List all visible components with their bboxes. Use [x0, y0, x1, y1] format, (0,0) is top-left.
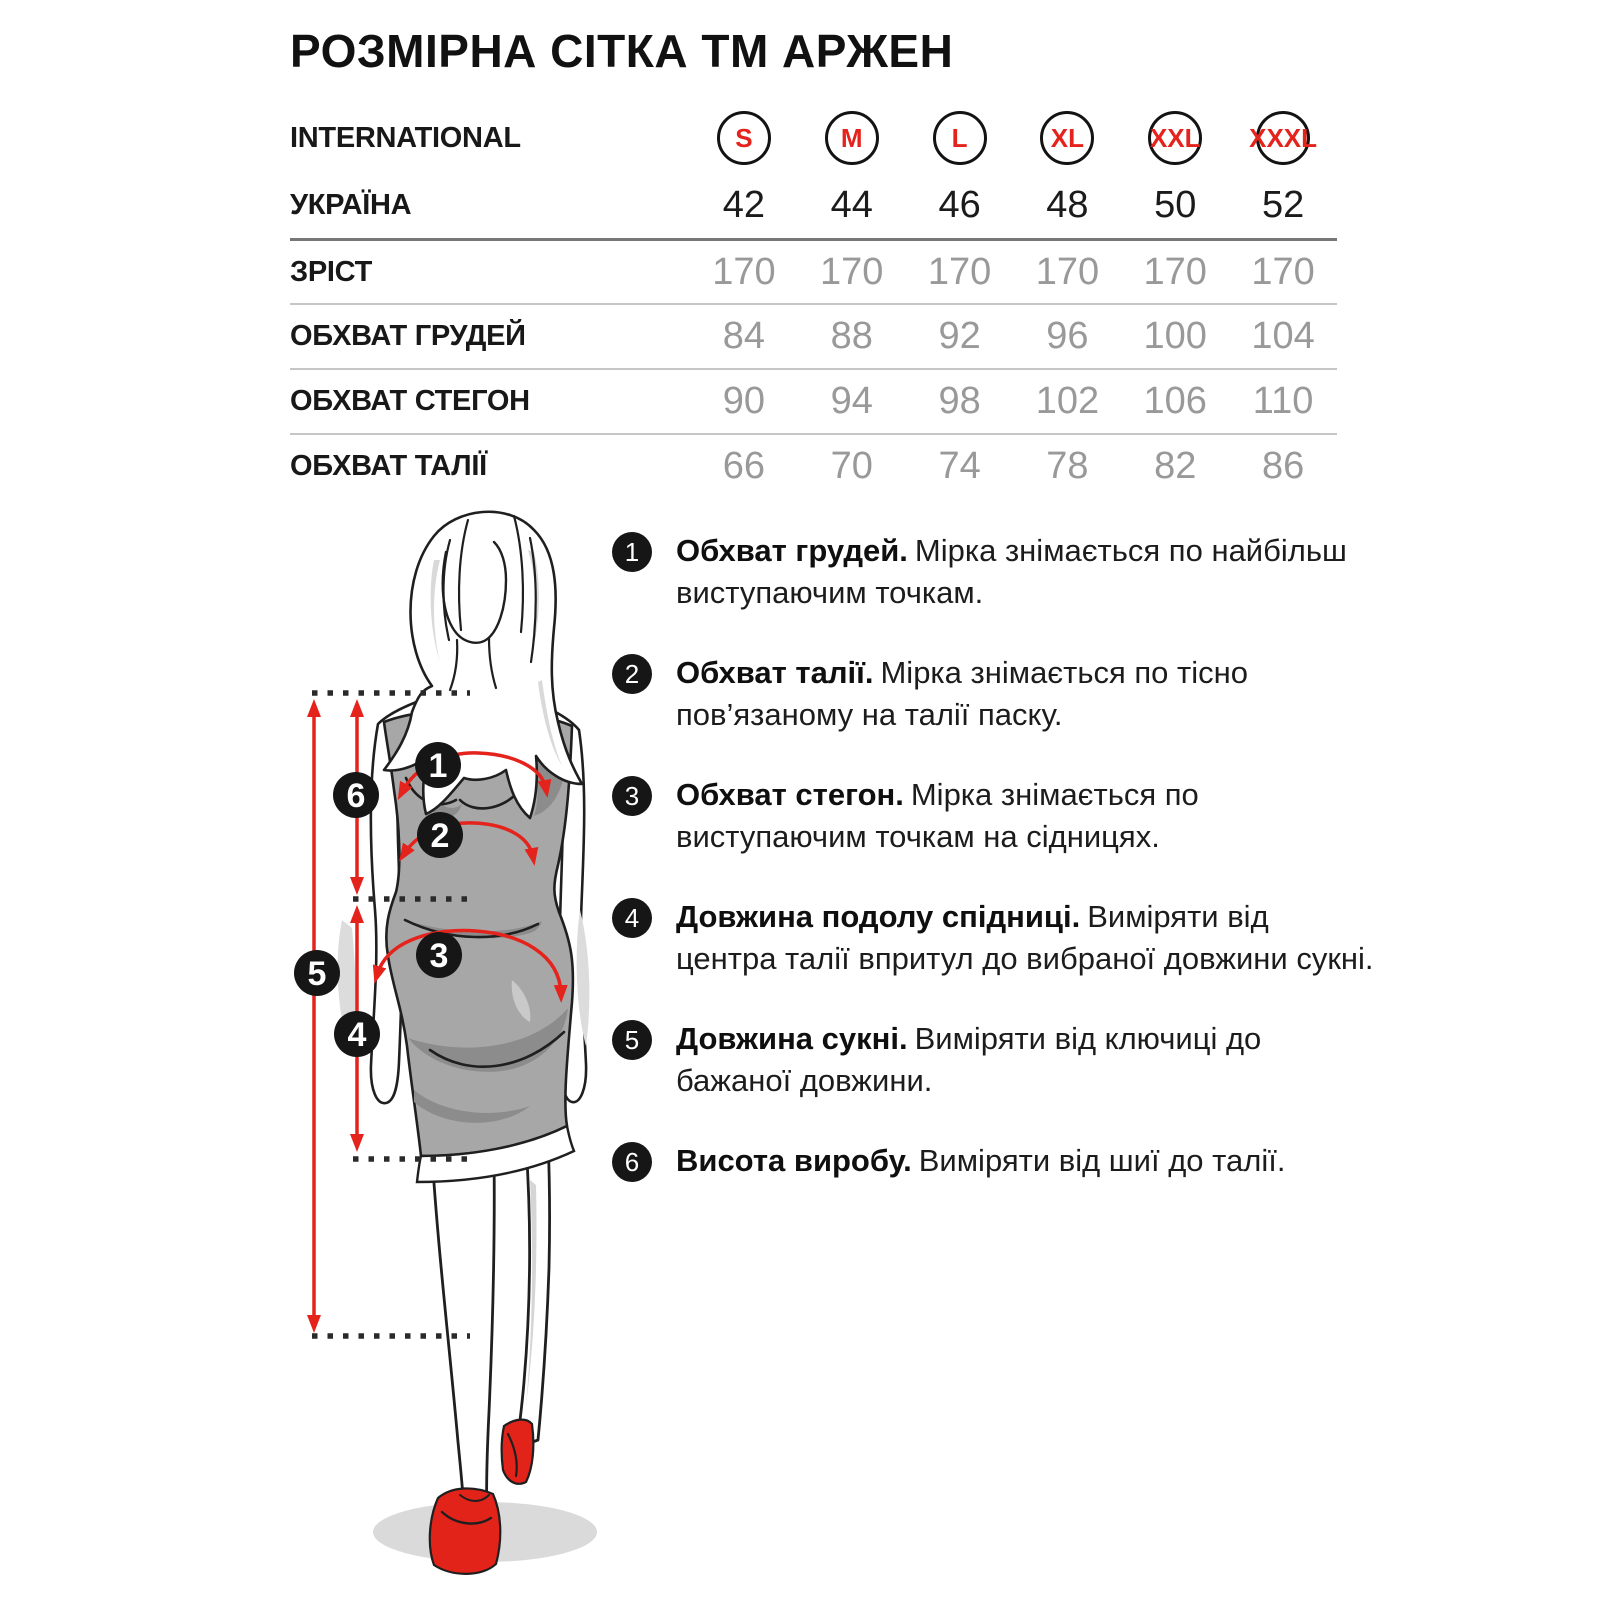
size-circle-m: M	[825, 111, 879, 165]
figure-marker-6: 6	[346, 777, 366, 815]
value-cell: 78	[1046, 445, 1089, 487]
row-label-hips: ОБХВАТ СТЕГОН	[290, 385, 530, 417]
value-cell: 104	[1251, 315, 1315, 357]
page-title: РОЗМІРНА СІТКА ТМ АРЖЕН	[290, 25, 954, 77]
value-cell: 86	[1261, 445, 1305, 487]
value-cell: 70	[830, 445, 873, 487]
legend-text	[676, 530, 1376, 614]
legend-number-badge	[612, 654, 652, 694]
table-row-bust	[290, 303, 1337, 368]
ukraine-size-cell: 48	[1046, 183, 1089, 226]
table-row-hips	[290, 368, 1337, 433]
legend-number: 4	[624, 902, 640, 933]
table-row-height	[290, 238, 1337, 303]
size-badge-cell	[1121, 111, 1229, 165]
legend-term: Висота виробу.	[676, 1143, 912, 1178]
ukraine-size-cell: 42	[722, 183, 766, 226]
legend-number-badge	[612, 532, 652, 572]
size-table	[290, 104, 1337, 498]
row-label-bust: ОБХВАТ ГРУДЕЙ	[290, 320, 526, 352]
value-cell: 90	[722, 380, 766, 422]
size-badge-cell	[690, 111, 798, 165]
value-cell: 170	[712, 250, 776, 293]
value-cell: 92	[938, 315, 981, 357]
legend-description: Виміряти від ключиці до бажаної довжини.	[676, 1021, 1262, 1098]
size-circle-l: L	[933, 111, 987, 165]
value-cell: 170	[1143, 250, 1207, 293]
legend-item-dress-length	[612, 1018, 1402, 1102]
size-circle-s: S	[717, 111, 771, 165]
size-circle-xl: XL	[1040, 111, 1094, 165]
value-cell: 170	[820, 250, 884, 293]
legend-number-badge	[612, 1020, 652, 1060]
size-badge-cell	[1014, 111, 1122, 165]
figure-marker-4: 4	[347, 1016, 367, 1054]
value-cell: 170	[1035, 250, 1100, 293]
legend-number: 6	[624, 1146, 640, 1177]
legend-text	[676, 774, 1376, 858]
legend-description: Мірка знімається по тісно пов’язаному на талії паску.	[676, 655, 1248, 732]
size-circle-xxxl: XXXL	[1256, 111, 1310, 165]
legend-term: Обхват грудей.	[676, 533, 908, 568]
table-row-ukraine	[290, 172, 1337, 238]
row-label-ukraine: УКРАЇНА	[290, 188, 412, 221]
legend-number-badge	[612, 898, 652, 938]
figure-marker-3: 3	[429, 937, 449, 975]
woman-sketch-svg	[280, 490, 640, 1600]
ukraine-size-cell: 50	[1154, 183, 1197, 226]
value-cell: 96	[1046, 315, 1089, 357]
figure-marker-1: 1	[428, 747, 448, 785]
legend-description: Мірка знімається по найбільш виступаючим точкам.	[676, 533, 1347, 610]
legend-number: 1	[624, 536, 640, 567]
ukraine-size-cell: 44	[830, 183, 873, 226]
measurement-figure-illustration	[280, 490, 640, 1600]
legend-term: Обхват стегон.	[676, 777, 904, 812]
measurement-legend	[612, 530, 1402, 1182]
value-cell: 110	[1252, 380, 1314, 422]
figure-marker-2: 2	[430, 817, 450, 855]
value-cell: 66	[722, 445, 766, 487]
value-cell: 170	[1251, 250, 1315, 293]
size-circle-xxl: XXL	[1148, 111, 1202, 165]
row-label-height: ЗРІСТ	[290, 255, 373, 288]
legend-number: 5	[624, 1024, 640, 1055]
ukraine-size-cell: 52	[1261, 183, 1305, 226]
legend-text	[676, 896, 1376, 980]
legend-item-bust	[612, 530, 1402, 614]
legend-term: Довжина сукні.	[676, 1021, 908, 1056]
row-label-international: INTERNATIONAL	[290, 121, 521, 154]
legend-text	[676, 1018, 1376, 1102]
legend-term: Обхват талії.	[676, 655, 874, 690]
value-cell: 84	[722, 315, 766, 357]
value-cell: 98	[938, 380, 981, 422]
value-cell: 100	[1143, 315, 1207, 357]
legend-item-product-height	[612, 1140, 1402, 1182]
size-badge-cell	[906, 111, 1014, 165]
value-cell: 82	[1154, 445, 1197, 487]
ukraine-size-cell: 46	[938, 183, 981, 226]
legend-item-skirt-length	[612, 896, 1402, 980]
legend-item-waist	[612, 652, 1402, 736]
value-cell: 94	[830, 380, 873, 422]
figure-marker-5: 5	[307, 955, 327, 993]
value-cell: 106	[1143, 380, 1207, 422]
value-cell: 88	[830, 315, 873, 357]
value-cell: 170	[927, 250, 992, 293]
legend-description: Мірка знімається по виступаючим точкам на сідницях.	[676, 777, 1199, 854]
value-cell: 102	[1035, 380, 1100, 422]
table-row-waist	[290, 433, 1337, 498]
legend-number-badge	[612, 1142, 652, 1182]
table-row-international	[290, 104, 1337, 172]
legend-item-hips	[612, 774, 1402, 858]
legend-number-badge	[612, 776, 652, 816]
legend-description: Виміряти від центра талії впритул до вибраної довжини сукні.	[676, 899, 1374, 976]
legend-term: Довжина подолу спідниці.	[676, 899, 1081, 934]
size-badge-cell	[798, 111, 906, 165]
legend-number: 2	[624, 658, 640, 689]
legend-text	[676, 652, 1376, 736]
row-label-waist: ОБХВАТ ТАЛІЇ	[290, 450, 487, 482]
size-badge-cell	[1229, 111, 1337, 165]
legend-text	[676, 1140, 1376, 1182]
value-cell: 74	[938, 445, 981, 487]
legend-number: 3	[624, 780, 640, 811]
legend-description: Виміряти від шиї до талії.	[918, 1143, 1286, 1178]
